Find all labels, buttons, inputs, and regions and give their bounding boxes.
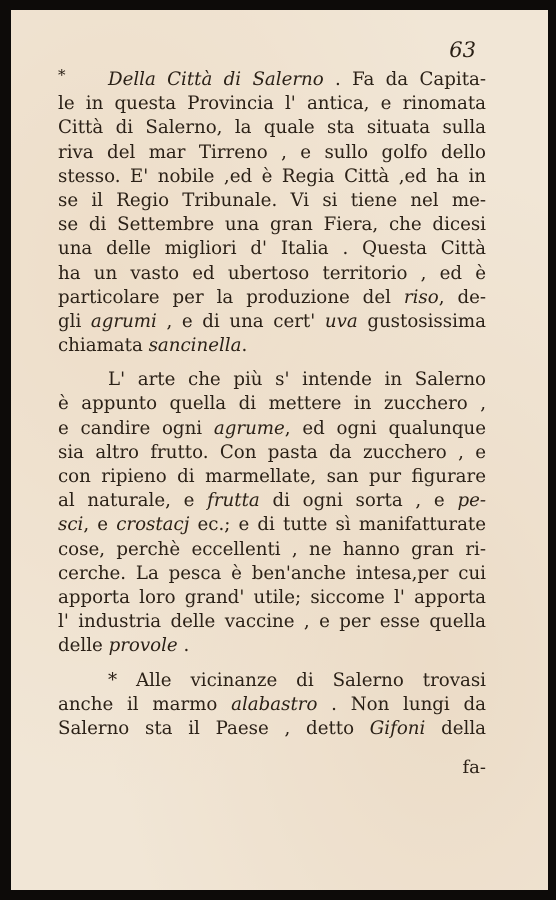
text-line: ha un vasto ed ubertoso territorio , ed è <box>58 262 486 284</box>
text-line: cose, perchè eccellenti , ne hanno gran ri- <box>58 538 486 560</box>
text-line: l' industria delle vaccine , e per esse quella <box>58 611 486 633</box>
book-page <box>11 10 548 890</box>
text-line: cerche. La pesca è ben'anche intesa,per cui <box>58 562 486 584</box>
text-line: sci, e crostacj ec.; e di tutte sì manifatturate <box>58 514 486 536</box>
text-line: se di Settembre una gran Fiera, che dicesi <box>58 214 486 236</box>
text-line: stesso. E' nobile ,ed è Regia Città ,ed ha in <box>58 165 486 187</box>
text-line: se il Regio Tribunale. Vi si tiene nel me- <box>58 189 486 211</box>
page-number: 63 <box>449 38 476 62</box>
text-line: particolare per la produzione del riso, de- <box>58 286 486 308</box>
text-line: Città di Salerno, la quale sta situata sulla <box>58 117 486 139</box>
text-line: con ripieno di marmellate, san pur figurare <box>58 466 486 487</box>
paragraph-3 <box>58 669 486 742</box>
margin-asterisk: * <box>58 66 66 84</box>
paragraph-2 <box>58 368 486 658</box>
text-line: anche il marmo alabastro . Non lungi da <box>58 693 486 715</box>
text-line: una delle migliori d' Italia . Questa Città <box>58 238 486 260</box>
text-line: * Alle vicinanze di Salerno trovasi <box>108 669 486 691</box>
text-line: riva del mar Tirreno , e sullo golfo dello <box>58 141 486 163</box>
text-line: Della Città di Salerno . Fa da Capita- <box>108 69 486 90</box>
text-line: sia altro frutto. Con pasta da zucchero , e <box>58 441 486 463</box>
text-line: è appunto quella di mettere in zucchero , <box>58 393 486 415</box>
text-line: gli agrumi , e di una cert' uva gustosissima <box>58 310 486 332</box>
text-line: le in questa Provincia l' antica, e rinomata <box>58 93 486 115</box>
text-line: apporta loro grand' utile; siccome l' apporta <box>58 586 486 608</box>
catchword: fa- <box>462 757 486 778</box>
paragraph-1 <box>58 68 486 358</box>
text-line: al naturale, e frutta di ogni sorta , e pe- <box>58 490 486 512</box>
body-text <box>58 68 486 741</box>
text-line: L' arte che più s' intende in Salerno <box>108 369 486 391</box>
text-line: delle provole . <box>58 635 190 657</box>
text-line: chiamata sancinella. <box>58 335 248 357</box>
text-line: e candire ogni agrume, ed ogni qualunque <box>58 417 487 439</box>
text-line: Salerno sta il Paese , detto Gifoni della <box>58 717 486 739</box>
